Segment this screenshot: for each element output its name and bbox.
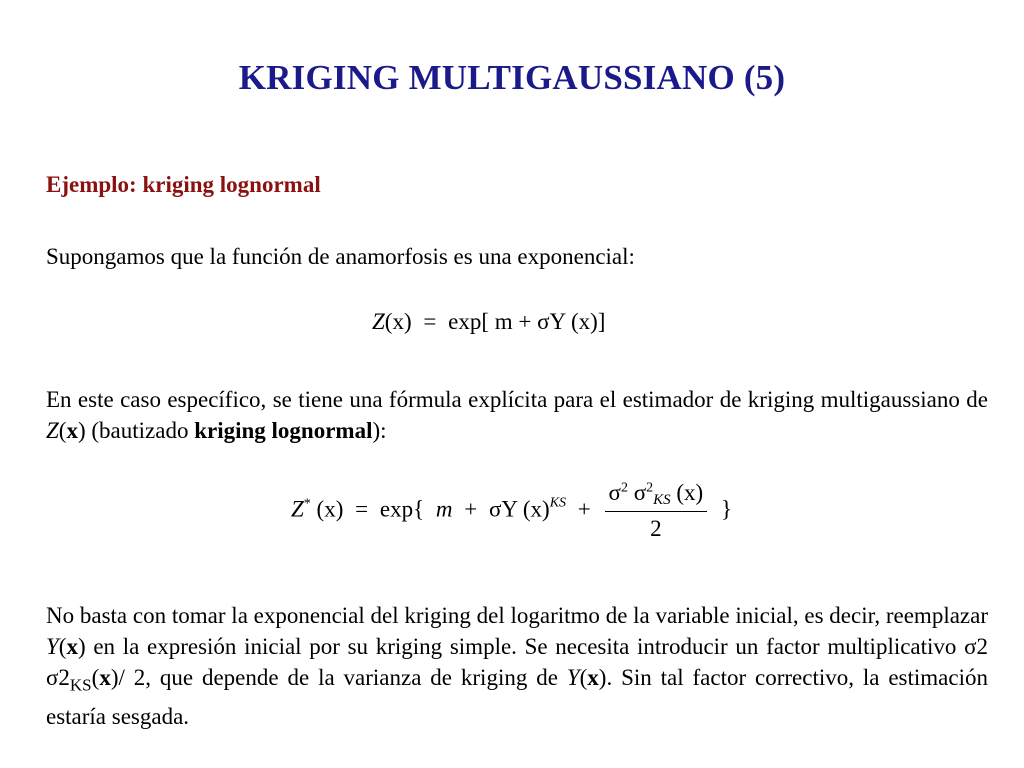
formula2-ks-sup: KS: [549, 495, 567, 511]
p3-t1: No basta con tomar la exponencial del kriging del logaritmo de la variable inicial, es decir, reemplazar: [46, 603, 988, 628]
p3-y1: Y: [46, 634, 59, 659]
p2-part3: ):: [372, 418, 387, 443]
formula2-lhs-arg: (x): [316, 496, 344, 522]
p3-ks: KS: [69, 675, 92, 695]
fraction-denominator: 2: [650, 516, 662, 541]
formula2-lhs: Z: [291, 496, 304, 522]
variance-fraction: [605, 480, 708, 542]
p2-paren-open: (: [58, 418, 67, 443]
formula2-sigma-y: σY: [488, 496, 518, 522]
intro-paragraph: Supongamos que la función de anamorfosis es una exponencial:: [46, 244, 635, 269]
formula1-lhs: Z: [372, 309, 385, 334]
formula1-eq: =: [423, 309, 437, 334]
numerator-square2: 2: [646, 480, 654, 496]
p2-x: x: [66, 418, 78, 443]
numerator-arg: (x): [676, 480, 704, 505]
conclusion-paragraph: No basta con tomar la exponencial del kriging del logaritmo de la variable inicial, es decir, reemplazar Y(x) en la expresión inicial por su kriging simple. Se necesita introducir un factor multiplicativo σ2 $\sigma 2_{KS}(x)/$ 2, que depende de la varianza de kriging de Y(x). Sin tal factor correctivo, la estimación estaría sesgada.: [46, 603, 988, 729]
formula2-plus1: +: [464, 496, 478, 522]
p3-t3: / 2, que depende de la varianza de kriging de: [118, 665, 567, 690]
p3-x1: x: [66, 634, 78, 659]
formula2-eq: =: [355, 496, 369, 522]
formula2-exp: exp{: [379, 496, 425, 522]
p3-t2: en la expresión inicial por su kriging simple. Se necesita introducir un factor multiplicativo σ2 σ2: [46, 634, 988, 690]
p2-z: Z: [46, 418, 59, 443]
formula2-star: *: [303, 496, 311, 512]
p3-x3: x: [587, 665, 599, 690]
p3-x2: x: [99, 665, 111, 690]
p2-part1: En este caso específico, se tiene una fórmula explícita para el estimador de kriging multigaussiano de: [46, 387, 988, 412]
formula2-m: m: [435, 496, 453, 522]
numerator-sigma2: σ: [633, 480, 647, 505]
numerator-square: 2: [620, 480, 628, 496]
fraction-numerator: [605, 480, 708, 512]
p2-part2: (bautizado: [85, 418, 195, 443]
p2-bold-term: kriging lognormal: [194, 418, 373, 443]
numerator-ks: KS: [653, 492, 671, 508]
formula1-rhs: exp[ m + σY (x)]: [448, 309, 606, 334]
formula2-plus2: +: [577, 496, 591, 522]
p3-t4: . Sin tal factor correctivo, la estimación estaría sesgada.: [46, 665, 988, 729]
example-heading: Ejemplo: kriging lognormal: [46, 172, 321, 197]
formula1-arg: (x): [384, 309, 412, 334]
explanation-paragraph: [46, 384, 988, 446]
lognormal-kriging-formula: [291, 480, 732, 560]
anamorphosis-formula: [372, 309, 605, 335]
slide-title: KRIGING MULTIGAUSSIANO (5): [238, 58, 786, 97]
formula2-y-arg: (x): [522, 496, 550, 522]
formula2-close: }: [720, 496, 732, 522]
numerator-sigma: σ: [608, 480, 621, 505]
p2-paren-close: ): [77, 418, 86, 443]
p3-y2: Y: [566, 665, 580, 690]
